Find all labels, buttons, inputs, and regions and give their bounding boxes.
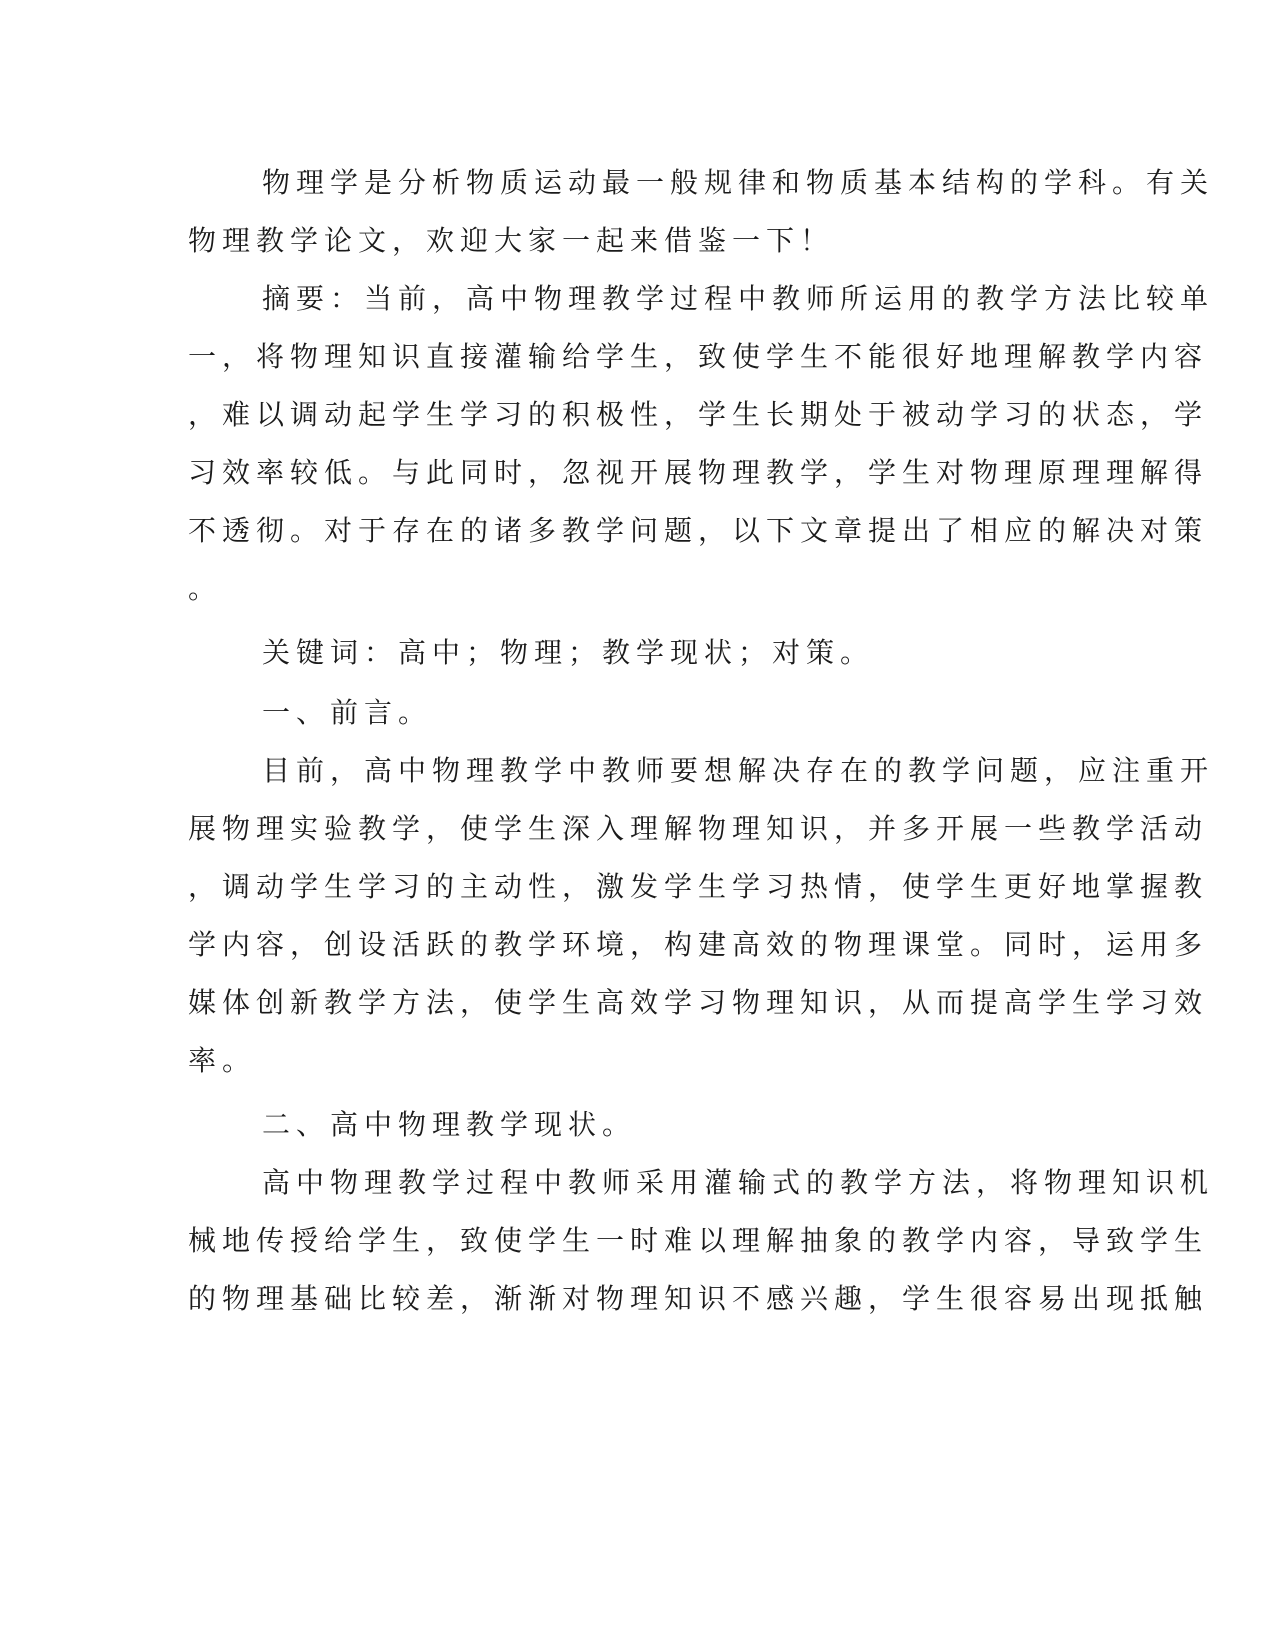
- section1-line-5: 媒体创新教学方法，使学生高效学习物理知识，从而提高学生学习效: [188, 986, 1209, 1019]
- abstract-line-3: ，难以调动起学生学习的积极性，学生长期处于被动学习的状态，学: [188, 398, 1209, 431]
- section-heading-1: 一、前言。: [262, 696, 433, 729]
- section2-line-3: 的物理基础比较差，渐渐对物理知识不感兴趣，学生很容易出现抵触: [188, 1282, 1209, 1315]
- section1-line-3: ，调动学生学习的主动性，激发学生学习热情，使学生更好地掌握教: [188, 870, 1209, 903]
- section1-line-2: 展物理实验教学，使学生深入理解物理知识，并多开展一些教学活动: [188, 812, 1209, 845]
- section2-line-2: 械地传授给学生，致使学生一时难以理解抽象的教学内容，导致学生: [188, 1224, 1209, 1257]
- keywords-line: 关键词：高中；物理；教学现状；对策。: [262, 636, 875, 669]
- section1-line-4: 学内容，创设活跃的教学环境，构建高效的物理课堂。同时，运用多: [188, 928, 1209, 961]
- abstract-line-5: 不透彻。对于存在的诸多教学问题，以下文章提出了相应的解决对策: [188, 514, 1209, 547]
- section1-line-1: 目前，高中物理教学中教师要想解决存在的教学问题，应注重开: [262, 754, 1215, 787]
- intro-line-1: 物理学是分析物质运动最一般规律和物质基本结构的学科。有关: [262, 166, 1215, 199]
- abstract-line-1: 摘要：当前，高中物理教学过程中教师所运用的教学方法比较单: [262, 282, 1215, 315]
- section2-line-1: 高中物理教学过程中教师采用灌输式的教学方法，将物理知识机: [262, 1166, 1215, 1199]
- section1-line-6: 率。: [188, 1044, 257, 1077]
- intro-line-2: 物理教学论文，欢迎大家一起来借鉴一下！: [188, 224, 835, 257]
- abstract-line-4: 习效率较低。与此同时，忽视开展物理教学，学生对物理原理理解得: [188, 456, 1209, 489]
- section-heading-2: 二、高中物理教学现状。: [262, 1108, 637, 1141]
- abstract-line-6: 。: [188, 572, 223, 605]
- abstract-line-2: 一，将物理知识直接灌输给学生，致使学生不能很好地理解教学内容: [188, 340, 1209, 373]
